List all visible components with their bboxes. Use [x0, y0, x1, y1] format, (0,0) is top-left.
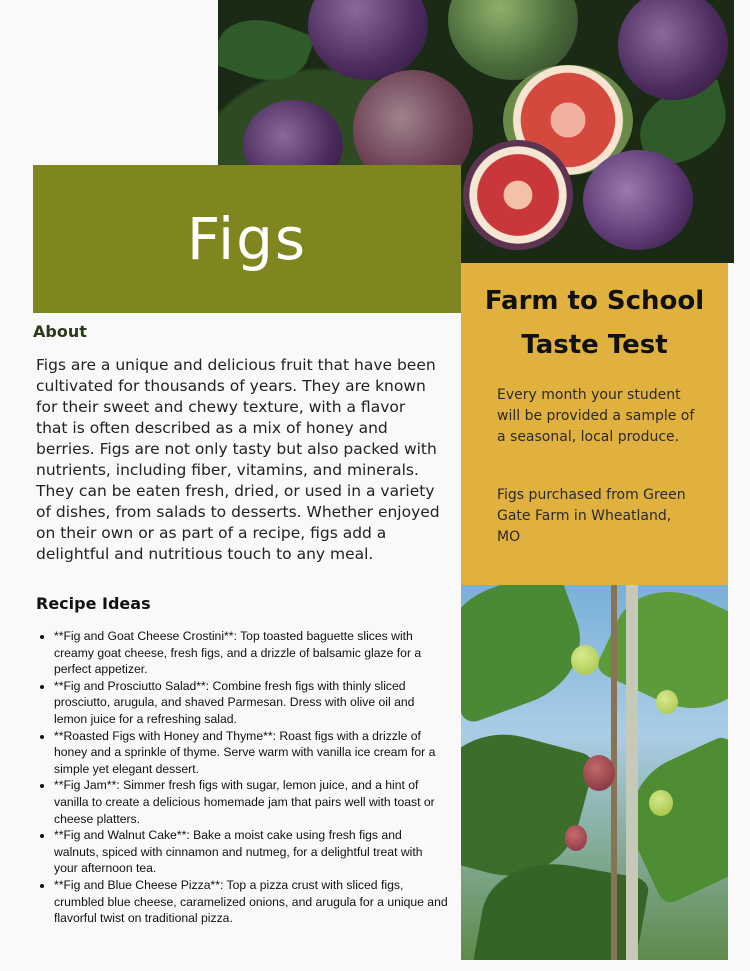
panel-title-line2: Taste Test [521, 330, 668, 360]
ripe-fig [583, 755, 615, 791]
recipe-item: • **Fig and Walnut Cake**: Bake a moist cake using fresh figs and walnuts, spiced with cinnamon and nutmeg, for a delightful treat with your afternoon tea. [54, 827, 449, 877]
fig-tree-photo [461, 585, 728, 960]
farm-to-school-panel [461, 263, 728, 585]
halved-fig [463, 140, 573, 250]
panel-title-line1: Farm to School [484, 286, 705, 316]
ripe-fig [565, 825, 587, 851]
recipe-ideas-heading: Recipe Ideas [36, 594, 151, 613]
unripe-fig [571, 645, 599, 675]
support-stake [626, 585, 638, 960]
purple-fig [583, 150, 693, 250]
about-text: Figs are a unique and delicious fruit that have been cultivated for thousands of years. They are known for their sweet and chewy texture, with a flavor that is often described as a mix of honey and berries. Figs are not only tasty but also packed with nutrients, including fiber, vitamins, and minerals. They can be eaten fresh, dried, or used in a variety of dishes, from salads to desserts. Whether enjoyed on their own or as part of a recipe, figs add a delightful and nutritious touch to any meal. [36, 356, 440, 563]
page-title: Figs [186, 205, 308, 273]
panel-title [461, 279, 728, 367]
recipe-item: • **Fig and Goat Cheese Crostini**: Top toasted baguette slices with creamy goat cheese, fresh figs, and a drizzle of balsamic glaze for a perfect appetizer. [54, 628, 449, 678]
recipe-item: • **Fig and Prosciutto Salad**: Combine fresh figs with thinly sliced prosciutto, arugula, and shaved Parmesan. Dress with olive oil and lemon juice for a refreshing salad. [54, 678, 449, 728]
title-band [33, 165, 461, 313]
about-heading: About [33, 322, 87, 341]
fig-leaf [218, 6, 316, 93]
recipe-item: • **Fig and Blue Cheese Pizza**: Top a pizza crust with sliced figs, crumbled blue cheese, caramelized onions, and arugula for a unique and flavorful twist on traditional pizza. [54, 877, 449, 927]
purple-fig [308, 0, 428, 80]
unripe-fig [656, 690, 678, 714]
recipe-item: • **Fig Jam**: Simmer fresh figs with sugar, lemon juice, and a hint of vanilla to create a delicious homemade jam that pairs well with toast or cheese platters. [54, 777, 449, 827]
recipe-list [36, 628, 449, 927]
recipe-item: • **Roasted Figs with Honey and Thyme**: Roast figs with a drizzle of honey and a sprinkle of thyme. Serve warm with vanilla ice cream for a simple yet elegant dessert. [54, 728, 449, 778]
unripe-fig [649, 790, 673, 816]
panel-description: Every month your student will be provided a sample of a seasonal, local produce. [497, 387, 695, 445]
panel-farm-source: Figs purchased from Green Gate Farm in Wheatland, MO [497, 487, 686, 545]
